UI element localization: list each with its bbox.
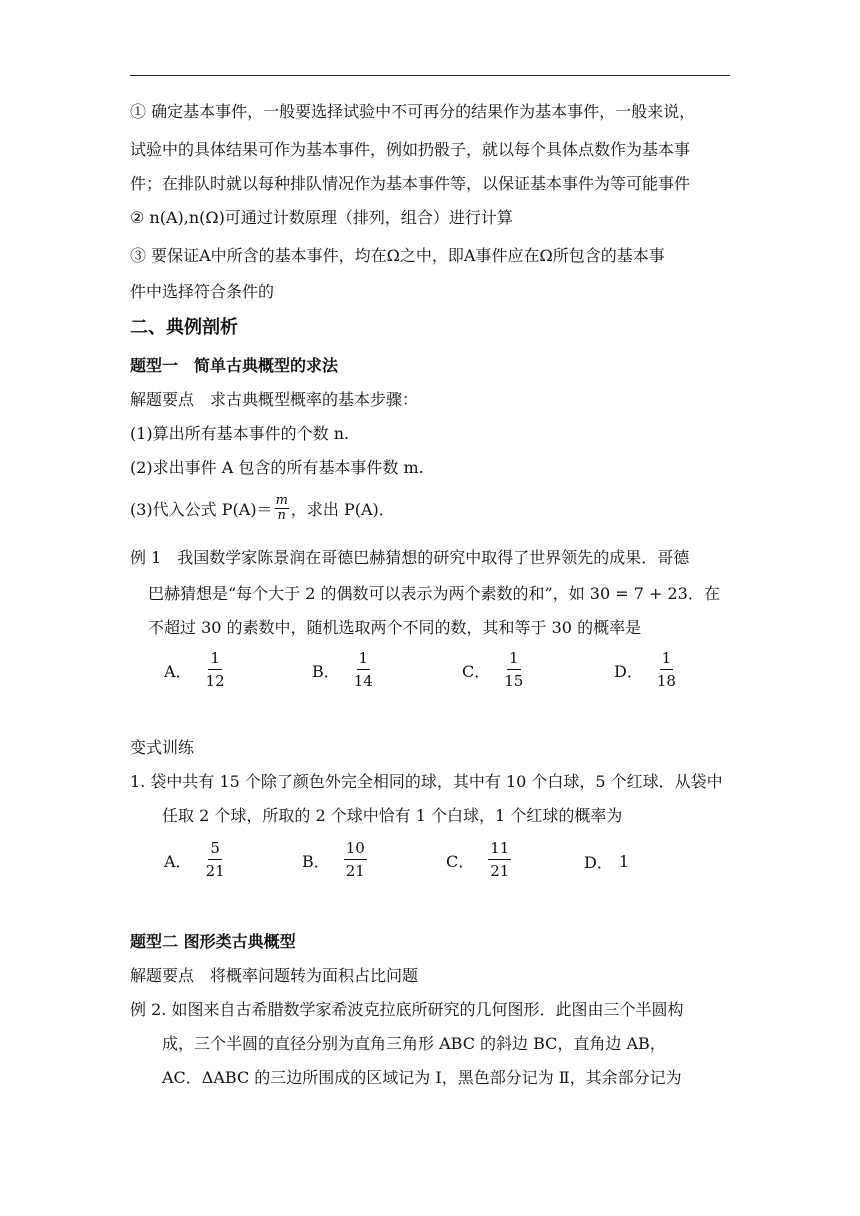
option-value: 1	[618, 852, 630, 871]
fraction-numerator: 1	[357, 650, 371, 670]
option-fraction	[344, 840, 367, 880]
text-line: 试验中的具体结果可作为基本事件，例如扔骰子，就以每个具体点数作为基本事	[130, 140, 691, 159]
step-line: (1)算出所有基本事件的个数 n.	[130, 424, 350, 443]
variant-heading: 变式训练	[130, 738, 195, 757]
option-a	[164, 650, 225, 690]
fraction-denominator: 21	[345, 862, 365, 880]
example-line: AC．ΔABC 的三边所围成的区域记为 Ⅰ，黑色部分记为 Ⅱ，其余部分记为	[162, 1068, 682, 1087]
example-line: 巴赫猜想是“每个大于 2 的偶数可以表示为两个素数的和”，如 30 = 7 + 23．在	[148, 584, 720, 603]
example-line: 不超过 30 的素数中，随机选取两个不同的数，其和等于 30 的概率是	[148, 618, 642, 637]
fraction-denominator: 15	[504, 672, 524, 690]
step-line: (2)求出事件 A 包含的所有基本事件数 m.	[130, 458, 424, 477]
question-line: 1. 袋中共有 15 个除了颜色外完全相同的球，其中有 10 个白球，5 个红球．从袋中	[130, 772, 723, 791]
option-fraction	[206, 650, 225, 690]
fraction-numerator: 11	[488, 840, 511, 860]
fraction-denominator: 18	[656, 672, 676, 690]
fraction-numerator: 1	[660, 650, 674, 670]
text-line: ③ 要保证A中所含的基本事件，均在Ω之中，即A事件应在Ω所包含的基本事	[130, 246, 665, 265]
option-c	[446, 840, 511, 880]
step3-prefix: (3)代入公式 P(A)＝	[130, 500, 273, 519]
fraction-denominator: n	[277, 508, 286, 523]
text-line: ② n(A),n(Ω)可通过计数原理（排列，组合）进行计算	[130, 208, 513, 227]
fraction-numerator: 1	[208, 650, 222, 670]
option-label: C．	[446, 851, 475, 871]
fraction-numerator: 5	[208, 840, 222, 860]
text-line: 件；在排队时就以每种排队情况作为基本事件等，以保证基本事件为等可能事件	[130, 174, 691, 193]
option-label: B．	[302, 851, 330, 871]
header-rule	[130, 75, 730, 76]
key-point: 解题要点 将概率问题转为面积占比问题	[130, 966, 419, 985]
option-a	[164, 840, 225, 880]
option-label: A．	[164, 661, 192, 681]
question-line: 任取 2 个球，所取的 2 个球中恰有 1 个白球，1 个红球的概率为	[162, 806, 623, 825]
example-line: 例 2. 如图来自古希腊数学家希波克拉底所研究的几何图形．此图由三个半圆构	[130, 1000, 684, 1019]
option-fraction	[354, 650, 373, 690]
fraction-denominator: 12	[205, 672, 225, 690]
step-line	[130, 493, 395, 525]
option-fraction	[657, 650, 676, 690]
option-d	[614, 650, 676, 690]
fraction-denominator: 21	[490, 862, 510, 880]
option-fraction	[206, 840, 225, 880]
fraction-numerator: 10	[344, 840, 367, 860]
type-heading: 题型一 简单古典概型的求法	[130, 356, 339, 375]
option-label: A．	[164, 851, 192, 871]
section-heading: 二、典例剖析	[130, 317, 238, 338]
option-fraction	[488, 840, 511, 880]
formula-fraction	[275, 494, 289, 523]
option-label: D．	[614, 661, 643, 681]
option-b	[312, 650, 373, 690]
option-fraction	[504, 650, 523, 690]
option-d	[584, 850, 629, 873]
type-heading: 题型二 图形类古典概型	[130, 932, 296, 951]
fraction-numerator: m	[275, 493, 288, 508]
example-line: 成，三个半圆的直径分别为直角三角形 ABC 的斜边 BC，直角边 AB，	[162, 1034, 666, 1053]
step3-suffix: ，求出 P(A)．	[290, 500, 395, 519]
option-label: C．	[462, 661, 491, 681]
key-point: 解题要点 求古典概型概率的基本步骤：	[130, 390, 419, 409]
option-label: B．	[312, 661, 340, 681]
fraction-denominator: 14	[353, 672, 373, 690]
text-line: ① 确定基本事件，一般要选择试验中不可再分的结果作为基本事件，一般来说，	[130, 102, 696, 121]
fraction-numerator: 1	[507, 650, 521, 670]
example-line: 例 1 我国数学家陈景润在哥德巴赫猜想的研究中取得了世界领先的成果．哥德	[130, 548, 690, 567]
fraction-denominator: 21	[205, 862, 225, 880]
option-label: D．	[584, 853, 613, 872]
option-c	[462, 650, 523, 690]
text-line: 件中选择符合条件的	[130, 282, 275, 301]
option-b	[302, 840, 367, 880]
